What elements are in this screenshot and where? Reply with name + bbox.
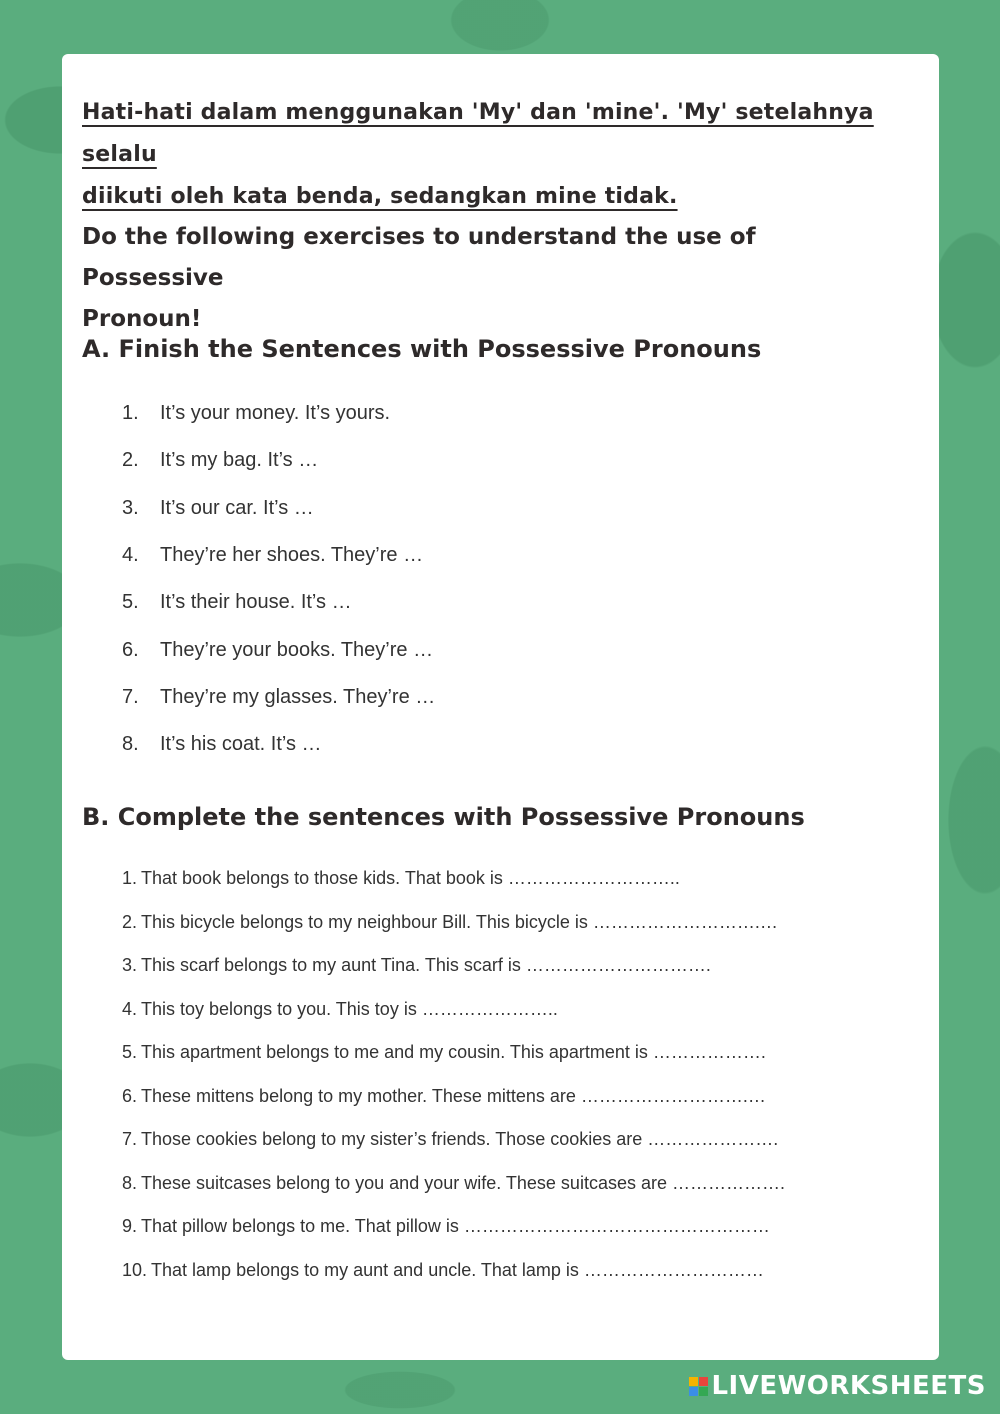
- item-number: 2.: [122, 449, 139, 472]
- list-item: [122, 1205, 912, 1249]
- list-item: [122, 674, 435, 721]
- liveworksheets-logo[interactable]: [689, 1366, 986, 1406]
- item-text: This apartment belongs to me and my cousin. This apartment is ……………….: [141, 1042, 766, 1063]
- usage-note: [82, 92, 902, 218]
- section-a-list: [122, 390, 435, 768]
- list-item: [122, 1118, 912, 1162]
- list-item: [122, 532, 435, 579]
- list-item: [122, 390, 435, 437]
- instructions: [82, 217, 902, 340]
- section-b-heading: B. Complete the sentences with Possessive Pronouns: [82, 803, 805, 831]
- instructions-line-2: Pronoun!: [82, 306, 202, 332]
- list-item: [122, 485, 435, 532]
- item-number: 6.: [122, 1085, 138, 1106]
- list-item: [122, 1075, 912, 1119]
- list-item: [122, 721, 435, 768]
- list-item: [122, 944, 912, 988]
- item-text: It’s their house. It’s …: [160, 591, 352, 614]
- item-number: 1.: [122, 868, 138, 889]
- instructions-line-1: Do the following exercises to understand the use of Possessive: [82, 224, 756, 291]
- list-item: [122, 857, 912, 901]
- item-text: These mittens belong to my mother. These mittens are ……………………….…: [141, 1085, 766, 1106]
- item-number: 8.: [122, 1172, 138, 1193]
- item-number: 7.: [122, 1129, 138, 1150]
- item-number: 7.: [122, 685, 139, 708]
- logo-square: [699, 1387, 708, 1396]
- item-text: They’re your books. They’re …: [160, 638, 434, 661]
- item-text: It’s our car. It’s …: [160, 496, 314, 519]
- logo-icon: [689, 1377, 708, 1396]
- list-item: [122, 437, 435, 484]
- item-text: They’re her shoes. They’re …: [160, 544, 424, 567]
- item-text: That pillow belongs to me. That pillow is ……………………………………………: [141, 1216, 770, 1237]
- list-item: [122, 1031, 912, 1075]
- item-text: This bicycle belongs to my neighbour Bill. This bicycle is ……………………….…: [141, 911, 778, 932]
- item-number: 4.: [122, 544, 139, 567]
- item-number: 5.: [122, 591, 139, 614]
- list-item: [122, 901, 912, 945]
- item-text: They’re my glasses. They’re …: [160, 685, 436, 708]
- logo-square: [689, 1387, 698, 1396]
- list-item: [122, 626, 435, 673]
- usage-note-line-2: diikuti oleh kata benda, sedangkan mine tidak.: [82, 184, 678, 209]
- item-number: 2.: [122, 911, 138, 932]
- item-text: It’s his coat. It’s …: [160, 733, 322, 756]
- item-text: This scarf belongs to my aunt Tina. This scarf is ………………………….: [141, 955, 711, 976]
- item-number: 1.: [122, 402, 139, 425]
- item-number: 3.: [122, 496, 139, 519]
- logo-text: LIVEWORKSHEETS: [711, 1371, 986, 1401]
- item-number: 9.: [122, 1216, 138, 1237]
- list-item: [122, 579, 435, 626]
- logo-square: [699, 1377, 708, 1386]
- item-number: 8.: [122, 733, 139, 756]
- list-item: [122, 1249, 912, 1293]
- item-number: 6.: [122, 638, 139, 661]
- item-text: That lamp belongs to my aunt and uncle. That lamp is …………………………: [151, 1259, 764, 1280]
- item-text: These suitcases belong to you and your wife. These suitcases are ……………….: [141, 1172, 785, 1193]
- item-number: 10.: [122, 1259, 148, 1280]
- item-text: This toy belongs to you. This toy is …………………..: [141, 998, 558, 1019]
- item-text: Those cookies belong to my sister’s friends. Those cookies are ………………….: [141, 1129, 779, 1150]
- usage-note-line-1: Hati-hati dalam menggunakan 'My' dan 'mine'. 'My' setelahnya selalu: [82, 100, 874, 167]
- logo-square: [689, 1377, 698, 1386]
- item-number: 3.: [122, 955, 138, 976]
- section-b-list: [122, 857, 912, 1292]
- list-item: [122, 1162, 912, 1206]
- item-number: 4.: [122, 998, 138, 1019]
- worksheet-page: [62, 54, 939, 1360]
- item-text: It’s your money. It’s yours.: [160, 402, 391, 425]
- section-a-heading: A. Finish the Sentences with Possessive Pronouns: [82, 335, 762, 363]
- item-text: It’s my bag. It’s …: [160, 449, 319, 472]
- item-text: That book belongs to those kids. That book is ………………………..: [141, 868, 680, 889]
- item-number: 5.: [122, 1042, 138, 1063]
- list-item: [122, 988, 912, 1032]
